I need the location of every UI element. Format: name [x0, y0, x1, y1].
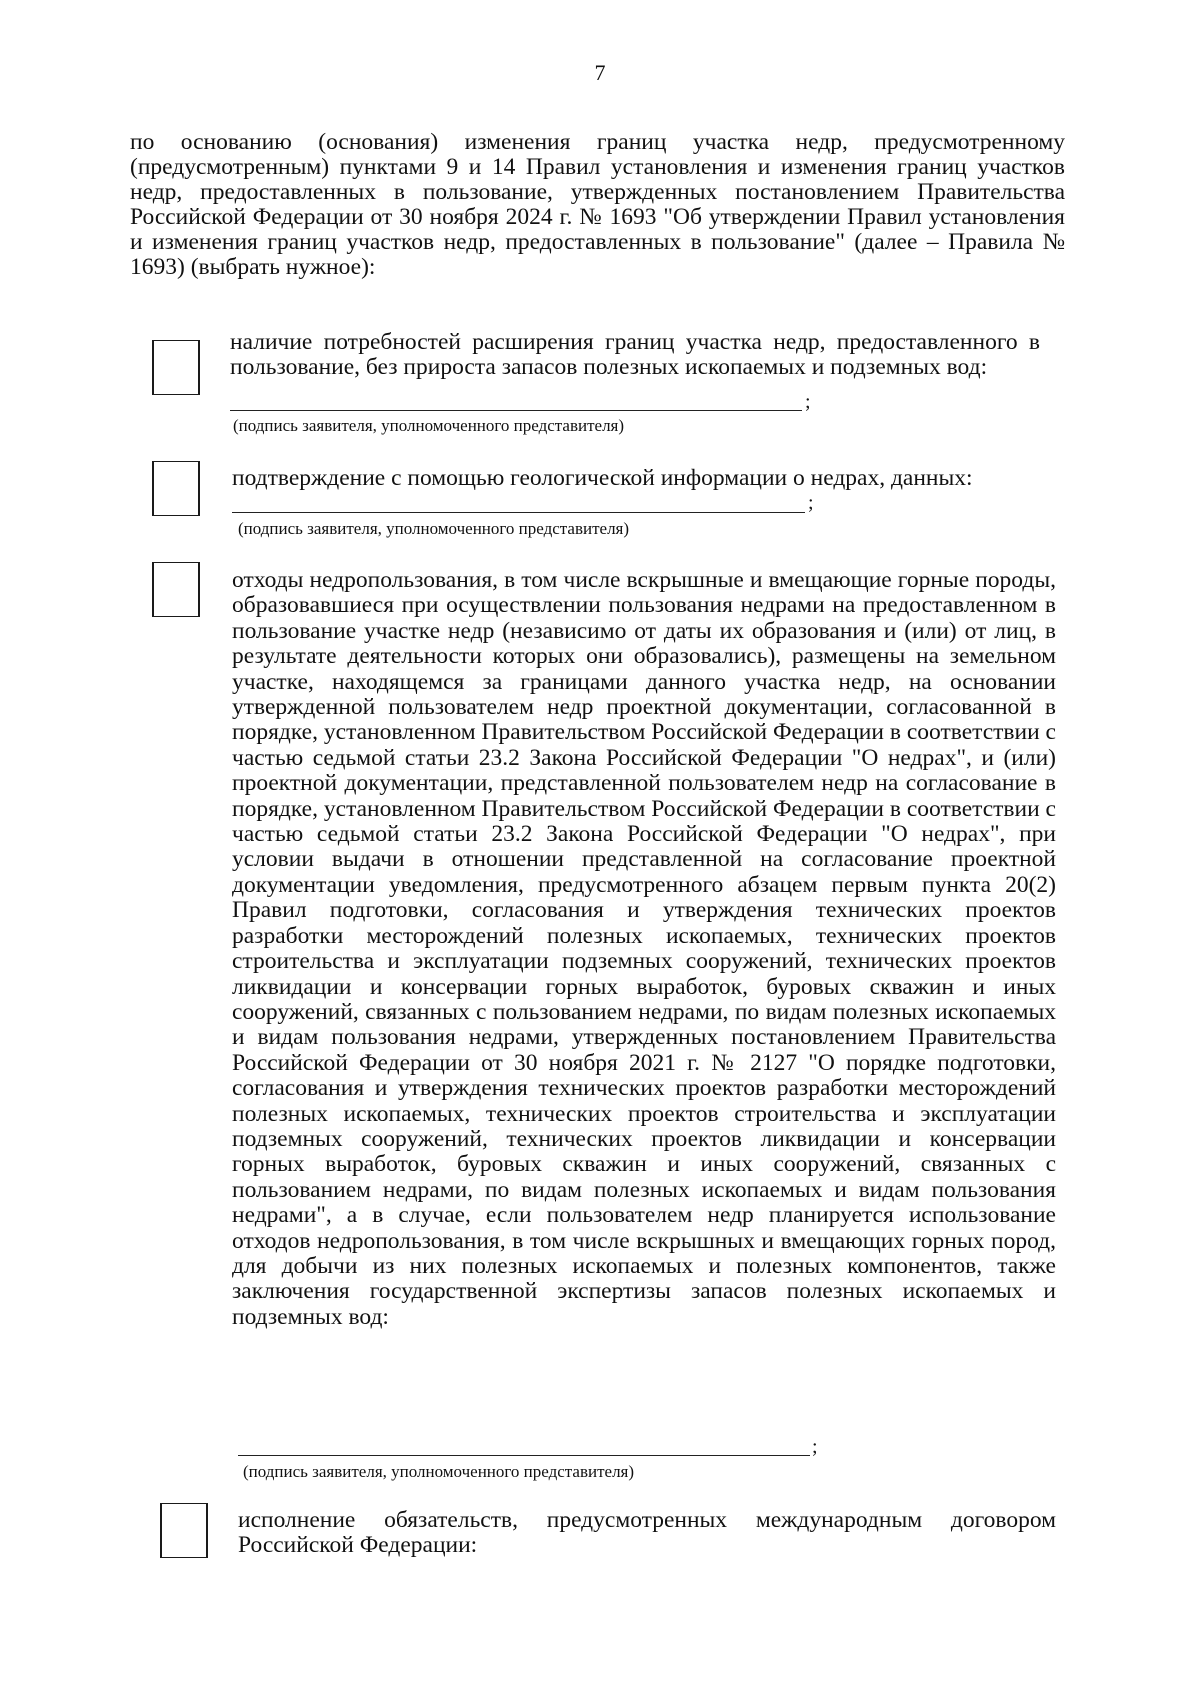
intro-paragraph: по основанию (основания) изменения границ участка недр, предусмотренному (предусмотренным) пунктами 9 и 14 Правил установления и изменения границ участков недр, предоставленных в пользование, утвержденных постановлением Правительства Российской Федерации от 30 ноября 2024 г. № 1693 "Об утверждении Правил установления и изменения границ участков недр, предоставленных в пользование" (далее – Правила № 1693) (выбрать нужное):: [130, 129, 1065, 280]
option-3-signature-end: ;: [812, 1436, 818, 1458]
option-2-signature-caption: (подпись заявителя, уполномоченного представителя): [238, 519, 630, 538]
option-1-signature-end: ;: [805, 391, 811, 413]
option-3-checkbox[interactable]: [152, 562, 200, 617]
option-4-checkbox[interactable]: [160, 1503, 208, 1558]
option-2-signature-line[interactable]: [232, 512, 805, 513]
option-3-signature-line[interactable]: [238, 1455, 810, 1456]
option-1-text: наличие потребностей расширения границ участка недр, предоставленного в пользование, без прироста запасов полезных ископаемых и подземных вод:: [230, 329, 1040, 380]
option-2-checkbox[interactable]: [152, 461, 200, 516]
option-2-signature-end: ;: [808, 492, 814, 514]
option-1-signature-line[interactable]: [230, 410, 802, 411]
page-number: 7: [594, 60, 606, 85]
option-1-checkbox[interactable]: [152, 340, 200, 395]
option-3-signature-caption: (подпись заявителя, уполномоченного представителя): [243, 1462, 635, 1481]
option-2-text: подтверждение с помощью геологической информации о недрах, данных:: [232, 465, 973, 491]
option-1-signature-caption: (подпись заявителя, уполномоченного представителя): [233, 416, 625, 435]
option-3-text: отходы недропользования, в том числе вскрышные и вмещающие горные породы, образовавшиеся при осуществлении пользования недрами на предоставленном в пользование участке недр (независимо от даты их образования и (или) от лиц, в результате деятельности которых они образовались), размещены на земельном участке, находящемся за границами данного участка недр, на основании утвержденной пользователем недр проектной документации, согласованной в порядке, установленном Правительством Российской Федерации в соответствии с частью седьмой статьи 23.2 Закона Российской Федерации "О недрах", и (или) проектной документации, представленной пользователем недр на согласование в порядке, установленном Правительством Российской Федерации в соответствии с частью седьмой статьи 23.2 Закона Российской Федерации "О недрах", при условии выдачи в отношении представленной на согласование проектной документации уведомления, предусмотренного абзацем первым пункта 20(2) Правил подготовки, согласования и утверждения технических проектов разработки месторождений полезных ископаемых, технических проектов строительства и эксплуатации подземных сооружений, технических проектов ликвидации и консервации горных выработок, буровых скважин и иных сооружений, связанных с пользованием недрами, по видам полезных ископаемых и видам пользования недрами, утвержденных постановлением Правительства Российской Федерации от 30 ноября 2021 г. № 2127 "О порядке подготовки, согласования и утверждения технических проектов разработки месторождений полезных ископаемых, технических проектов строительства и эксплуатации подземных сооружений, технических проектов ликвидации и консервации горных выработок, буровых скважин и иных сооружений, связанных с пользованием недрами, по видам полезных ископаемых и видам пользования недрами", а в случае, если пользователем недр планируется использование отходов недропользования, в том числе вскрышных и вмещающих горных пород, для добычи из них полезных ископаемых и полезных компонентов, также заключения государственной экспертизы запасов полезных ископаемых и подземных вод:: [232, 567, 1056, 1330]
option-4-text: исполнение обязательств, предусмотренных международным договором Российской Федерации:: [238, 1507, 1056, 1558]
